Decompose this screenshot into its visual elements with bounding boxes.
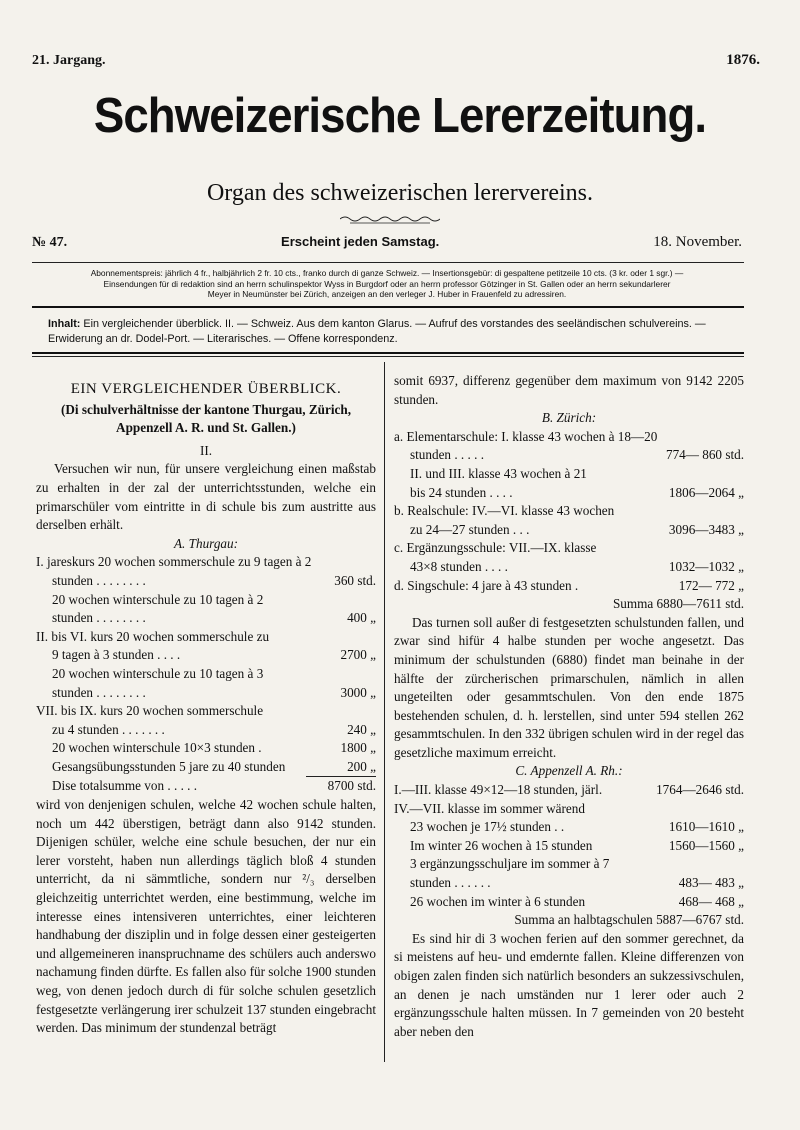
list-item [36, 758, 376, 777]
item-text: stunden . . . . . . . . [52, 684, 146, 700]
issue-date: 18. November. [653, 234, 742, 250]
body-paragraph: wird von denjenigen schulen, welche 42 wochen schule halten, noch um 442 überstigen, beträgt dann also 9142 stunden. Dijenigen schüler, welche eine schule besuchen, der nur ein lerer vorsteht, haben nun allerdings täglich bloß 4 stunden unterricht, da ni sämmtliche, sondern nur ²/₃ derselben gleichzeitig unterrichtet werden, eine bestimmung, welche im interesse eines intensiveren unterrichtes, einer leichteren handhabung der disziplin und in folge dessen einer gesteigerten und allgemeineren inanspruchname des schülers auch anderswo nachamung finden dürfte. Es fallen also für solche 1900 stunden weg, von denen jedoch durch di für solche schulen gesetzlich festgesetzte verlängerung irer schulzeit 137 stunden eingebracht werden. Das minimum der stundenzal beträgt [36, 797, 376, 1036]
list-item [394, 577, 744, 596]
list-item [36, 591, 376, 610]
zurich-list [394, 428, 744, 595]
top-line [32, 52, 760, 69]
item-value: 1806—2064 „ [668, 484, 744, 500]
article-part: II. [199, 442, 213, 458]
masthead-subtitle: Organ des schweizerischen lerervereins. [206, 180, 594, 206]
item-text: I.—III. klasse 49×12—18 stunden, järl. [394, 782, 603, 798]
item-value: 774— 860 std. [665, 447, 744, 463]
left-column [36, 376, 376, 1038]
item-text: stunden . . . . . . . . [52, 572, 146, 588]
right-column [394, 372, 744, 1041]
item-text: VII. bis IX. kurs 20 wochen sommerschule [36, 703, 264, 719]
item-text: d. Singschule: 4 jare à 43 stunden . [394, 577, 579, 593]
terms-line: Einsendungen für di redaktion sind an herrn schulinspektor Wyss in Burgdorf oder an herrn professor Götzinger in St. Gallen oder an herrn sekundarlerer [103, 278, 671, 289]
item-text: 23 wochen je 17½ stunden . . [410, 819, 565, 835]
list-item [394, 893, 744, 912]
section-heading: A. Thurgau: [174, 535, 238, 551]
list-item [394, 781, 744, 800]
item-value: 468— 468 „ [678, 893, 744, 909]
divider [32, 352, 744, 354]
list-item [394, 446, 744, 465]
item-value: 172— 772 „ [678, 577, 744, 593]
masthead-title: Schweizerische Lererzeitung. [93, 89, 707, 143]
list-item [394, 800, 744, 819]
thurgau-list [36, 553, 376, 776]
summa-line: Summa 6880—7611 std. [612, 596, 744, 612]
list-item [394, 521, 744, 540]
list-item [394, 874, 744, 893]
body-paragraph: Es sind hir di 3 wochen ferien auf den sommer gerechnet, da si meistens auf heu- und emdernte fallen. Kleine differenzen von obigen zalen finden sich natürlich besonders an sukzessivschulen, an denen je nach umständen nur 1 lerer oder auch 2 ergänzungsschule halten müssen. In 7 gemeinden von 20 besteht aber neben den [394, 930, 744, 1039]
item-text: I. jareskurs 20 wochen sommerschule zu 9 tagen à 2 [36, 554, 312, 570]
item-text: stunden . . . . . [410, 447, 484, 463]
list-item [36, 609, 376, 628]
item-value: 3000 „ [340, 684, 376, 700]
item-text: II. und III. klasse 43 wochen à 21 [410, 465, 587, 481]
divider [32, 306, 744, 308]
total-value: 8700 std. [327, 778, 376, 794]
item-text: a. Elementarschule: I. klasse 43 wochen à 18—20 [394, 428, 658, 444]
issue-line [32, 234, 742, 251]
list-item [36, 739, 376, 758]
divider [32, 262, 744, 263]
section-heading: C. Appenzell A. Rh.: [515, 763, 623, 779]
summa-line: Summa an halbtagschulen 5887—6767 std. [514, 912, 744, 928]
item-text: 9 tagen à 3 stunden . . . . [52, 647, 181, 663]
item-text: 43×8 stunden . . . . [410, 558, 508, 574]
list-item [36, 721, 376, 740]
list-item [36, 646, 376, 665]
list-item [394, 465, 744, 484]
year: 1876. [726, 52, 760, 68]
list-item [394, 428, 744, 447]
intro-paragraph: Versuchen wir nun, für unsere vergleichung einen maßstab zu erhalten in der zal der unterrichtsstunden, welche ein primarschüler vom eintritte in di schule bis zum austritte aus derselben erhält. [36, 461, 376, 533]
issue-number: № 47. [32, 235, 68, 250]
item-value: 360 std. [334, 572, 376, 588]
list-item [394, 539, 744, 558]
list-item [36, 684, 376, 703]
total-label: Dise totalsumme von . . . . . [52, 778, 198, 794]
list-item [394, 818, 744, 837]
item-text: c. Ergänzungsschule: VII.—IX. klasse [394, 540, 597, 556]
list-item [36, 665, 376, 684]
total-line [36, 777, 376, 796]
list-item [394, 502, 744, 521]
list-item [36, 572, 376, 591]
article-heading: EIN VERGLEICHENDER ÜBERBLICK. [70, 381, 342, 397]
item-text: b. Realschule: IV.—VI. klasse 43 wochen [394, 503, 615, 519]
item-text: 20 wochen winterschule 10×3 stunden . [52, 740, 262, 756]
item-value: 1560—1560 „ [668, 837, 744, 853]
item-value: 1764—2646 std. [656, 782, 744, 798]
terms-line: Meyer in Neumünster bei Zürich, anzeigen an den verleger J. Huber in Frauenfeld zu adressiren. [207, 289, 567, 299]
list-item [394, 484, 744, 503]
column-divider [384, 362, 385, 1062]
item-value: 483— 483 „ [678, 875, 744, 891]
item-text: IV.—VII. klasse im sommer wärend [394, 800, 585, 816]
list-item [36, 628, 376, 647]
subscription-terms [32, 268, 742, 300]
item-text: 20 wochen winterschule zu 10 tagen à 2 [52, 591, 264, 607]
continuation-paragraph: somit 6937, differenz gegenüber dem maximum von 9142 2205 stunden. [394, 373, 744, 407]
item-text: Gesangsübungsstunden 5 jare zu 40 stunden [52, 758, 286, 774]
item-value: 240 „ [347, 721, 376, 737]
item-value: 2700 „ [340, 647, 376, 663]
item-text: stunden . . . . . . . . [52, 610, 146, 626]
item-text: stunden . . . . . . [410, 875, 491, 891]
list-item [394, 558, 744, 577]
list-item [36, 553, 376, 572]
divider [32, 356, 744, 357]
list-item [394, 855, 744, 874]
volume: 21. Jargang. [32, 53, 106, 68]
body-paragraph: Das turnen soll außer di festgesetzten schulstunden fallen, und zwar sind hifür 4 halbe stunden per woche angesetzt. Das minimum der schulstunden (6880) findet man beinahe in der hälfte der zürcherischen primarschulen, nämlich in allen ungeteilten oder gesammtschulen. Von den ende 1875 bestehenden schulen, d. h. lerstellen, sind unter 594 stellen 262 gesammtschulen. In den 332 übrigen schulen wird in der regel das gesetzliche maximum erreicht. [394, 614, 744, 760]
item-value: 400 „ [347, 610, 376, 626]
list-item [36, 702, 376, 721]
item-text: 20 wochen winterschule zu 10 tagen à 3 [52, 665, 264, 681]
section-heading: B. Zürich: [541, 410, 597, 426]
contents-text: Ein vergleichender überblick. II. — Schweiz. Aus dem kanton Glarus. — Aufruf des vorstandes des seeländischen schulvereins. — Erwiderung an dr. Dodel-Port. — Literarisches. — Offene korrespondenz. [48, 318, 706, 345]
article-subheading: (Di schulverhältnisse der kantone Thurgau, Zürich, Appenzell A. R. und St. Gallen.) [60, 401, 352, 436]
terms-line: Abonnementspreis: jährlich 4 fr., halbjährlich 2 fr. 10 cts., franko durch di ganze Schweiz. — Insertionsgebür: di gespaltene petitzeile 10 cts. (3 kr. oder 1 sgr.) — [90, 268, 684, 278]
item-text: zu 24—27 stunden . . . [410, 521, 530, 537]
item-text: Im winter 26 wochen à 15 stunden [410, 837, 593, 853]
item-text: II. bis VI. kurs 20 wochen sommerschule zu [36, 628, 270, 644]
item-value: 1032—1032 „ [668, 558, 744, 574]
item-value: 200 „ [347, 758, 376, 774]
item-text: 3 ergänzungsschuljare im sommer à 7 [410, 856, 610, 872]
frequency: Erscheint jeden Samstag. [281, 234, 440, 249]
item-value: 1610—1610 „ [668, 819, 744, 835]
decorative-wave [340, 214, 440, 224]
item-text: 26 wochen im winter à 6 stunden [410, 893, 586, 909]
contents-label: Inhalt: [48, 318, 81, 330]
appenzell-list [394, 781, 744, 911]
item-value: 1800 „ [340, 740, 376, 756]
list-item [394, 837, 744, 856]
item-value: 3096—3483 „ [668, 521, 744, 537]
table-of-contents [48, 317, 742, 347]
item-text: zu 4 stunden . . . . . . . [52, 721, 165, 737]
item-text: bis 24 stunden . . . . [410, 484, 513, 500]
